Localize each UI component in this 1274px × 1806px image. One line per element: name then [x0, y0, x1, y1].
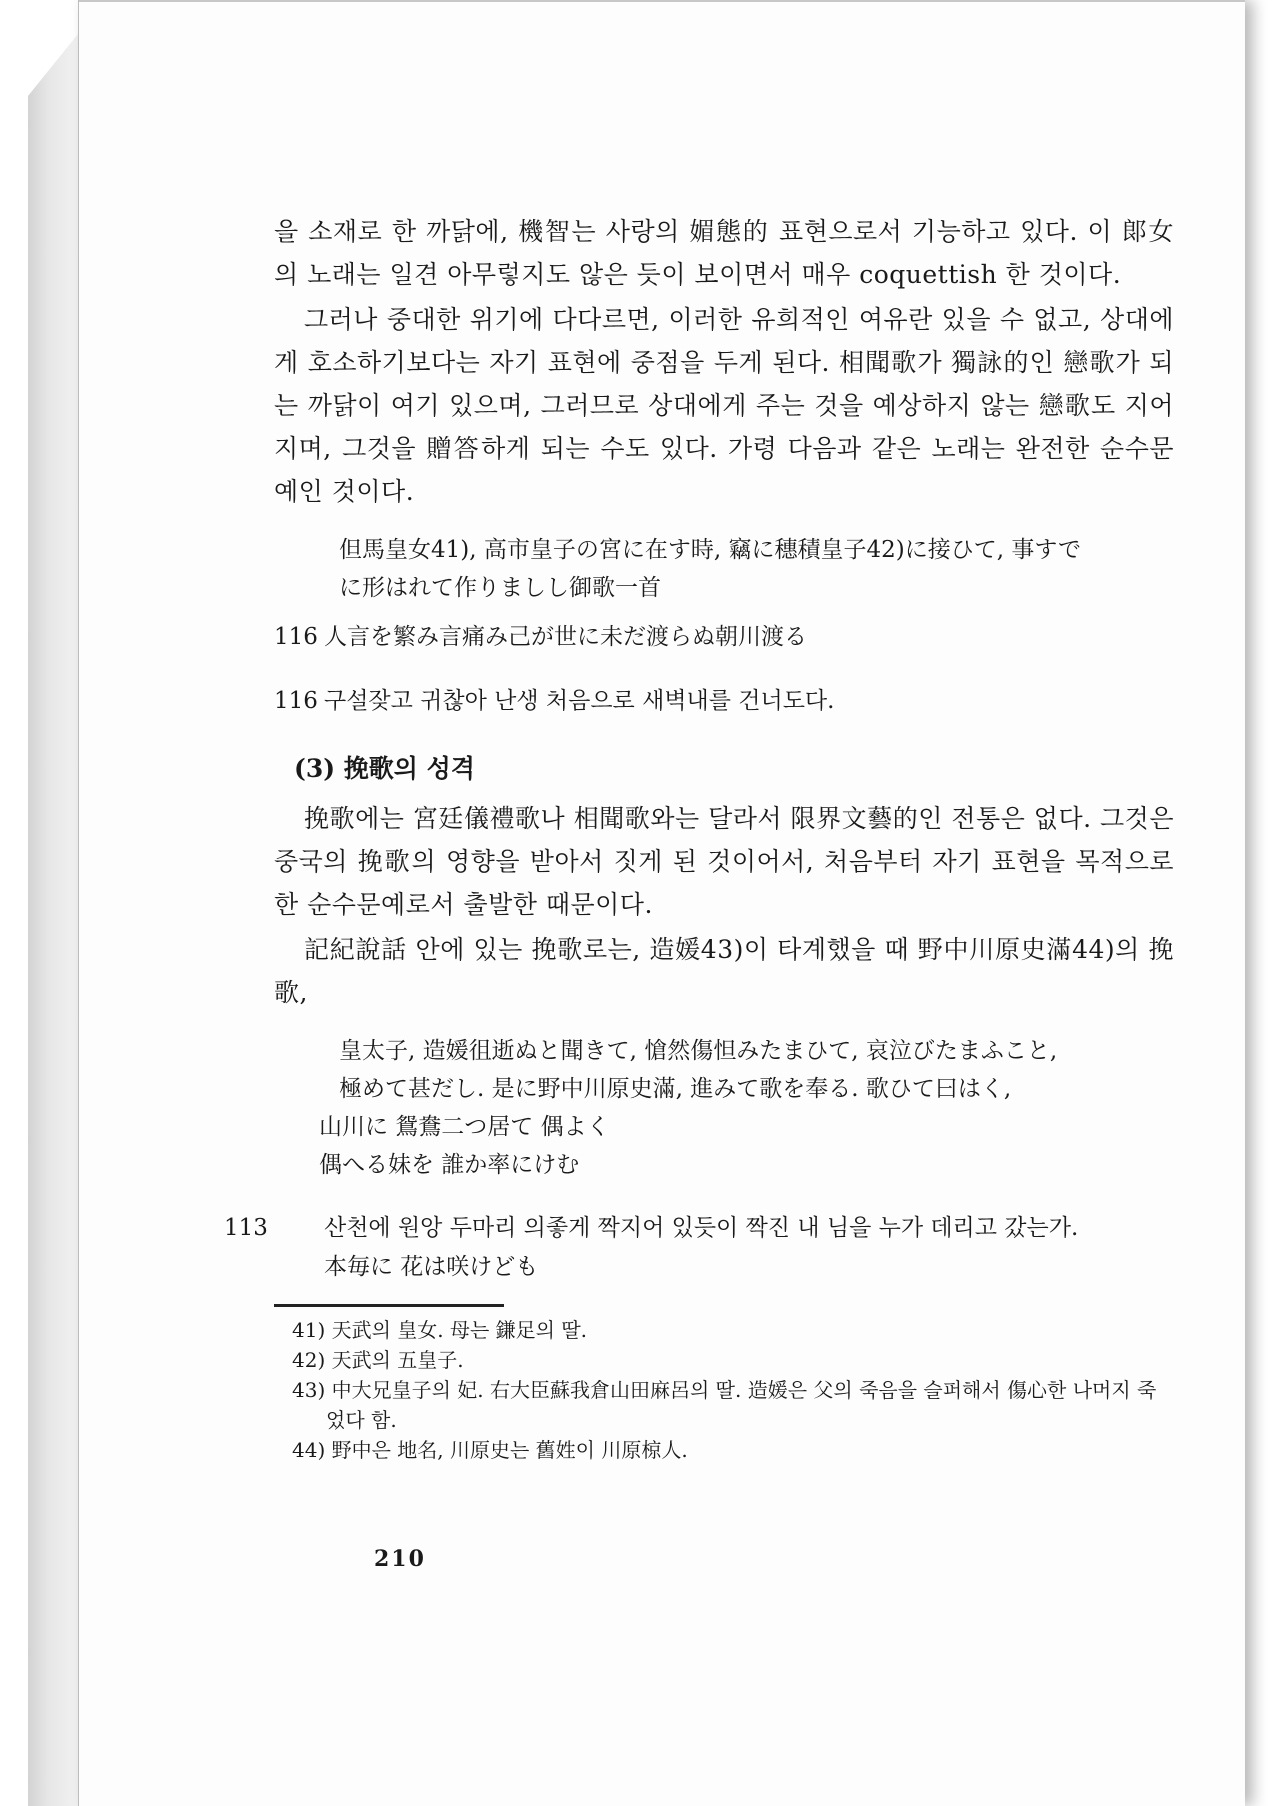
verse-line: 山川に 鴛鴦二つ居て 偶よく [319, 1114, 610, 1140]
footnote: 44) 野中은 地名, 川原史는 舊姓이 川原椋人. [292, 1438, 688, 1462]
poem-116-japanese [274, 617, 1174, 657]
book-spine-edge [28, 34, 78, 1806]
poem-number: 116 [274, 688, 318, 714]
verse-line: 本毎に 花は咲けども [324, 1254, 539, 1280]
page-content [224, 210, 1174, 1465]
page-number: 210 [374, 1546, 426, 1572]
quote-line: に形はれて作りましし御歌一首 [339, 575, 661, 601]
quote-line: 皇太子, 造媛徂逝ぬと聞きて, 愴然傷怛みたまひて, 哀泣びたまふこと, [339, 1038, 1058, 1064]
quote-line: 但馬皇女41), 高市皇子の宮に在す時, 竊に穗積皇子42)に接ひて, 事すで [339, 537, 1082, 563]
footnote: 43) 中大兄皇子의 妃. 右大臣蘇我倉山田麻呂의 딸. 造媛은 父의 죽음을 슬퍼해서 傷心한 나머지 죽었다 함. [292, 1378, 1157, 1432]
section-paragraph-1: 挽歌에는 宮廷儀禮歌나 相聞歌와는 달라서 限界文藝的인 전통은 없다. 그것은 중국의 挽歌의 영향을 받아서 짓게 된 것이어서, 처음부터 자기 표현을 목적으로 한 순수문예로서 출발한 때문이다. [274, 804, 1174, 919]
page-top-border [79, 0, 1245, 2]
poem-text: 산천에 원앙 두마리 의좋게 짝지어 있듯이 짝진 내 님을 누가 데리고 갔는가. [324, 1215, 1079, 1241]
poem-116-korean [274, 681, 1174, 721]
paragraph-1: 을 소재로 한 까닭에, 機智는 사랑의 媚態的 표현으로서 기능하고 있다. 이 郞女의 노래는 일견 아무렇지도 않은 듯이 보이면서 매우 coquettish 한 것이다. [274, 217, 1174, 289]
poem-number: 113 [224, 1215, 268, 1241]
book-page [78, 0, 1245, 1806]
footnote: 41) 天武의 皇女. 母는 鎌足의 딸. [292, 1318, 588, 1342]
footnote: 42) 天武의 五皇子. [292, 1348, 464, 1372]
quote-line: 極めて甚だし. 是に野中川原史滿, 進みて歌を奉る. 歌ひて曰はく, [339, 1076, 1012, 1102]
verse-line: 偶へる妹を 誰か率にけむ [319, 1152, 580, 1178]
footnote-rule [274, 1304, 504, 1307]
section-heading: (3) 挽歌의 성격 [294, 754, 475, 783]
poem-text: 人言を繁み言痛み己が世に未だ渡らぬ朝川渡る [324, 624, 807, 650]
quote-block-1 [274, 531, 1174, 607]
quote-block-2 [274, 1032, 1174, 1184]
paragraph-2: 그러나 중대한 위기에 다다르면, 이러한 유희적인 여유란 있을 수 없고, 상대에게 호소하기보다는 자기 표현에 중점을 두게 된다. 相聞歌가 獨詠的인 戀歌가 되는 까닭이 여기 있으며, 그러므로 상대에게 주는 것을 예상하지 않는 戀歌도 지어지며, 그것을 贈答하게 되는 수도 있다. 가령 다음과 같은 노래는 완전한 순수문예인 것이다. [274, 305, 1174, 506]
section-paragraph-2: 記紀說話 안에 있는 挽歌로는, 造媛43)이 타계했을 때 野中川原史滿44)의 挽歌, [274, 935, 1174, 1007]
poem-113-korean [224, 1208, 1174, 1248]
poem-number: 116 [274, 624, 318, 650]
poem-text: 구설잦고 귀찮아 난생 처음으로 새벽내를 건너도다. [324, 688, 835, 714]
